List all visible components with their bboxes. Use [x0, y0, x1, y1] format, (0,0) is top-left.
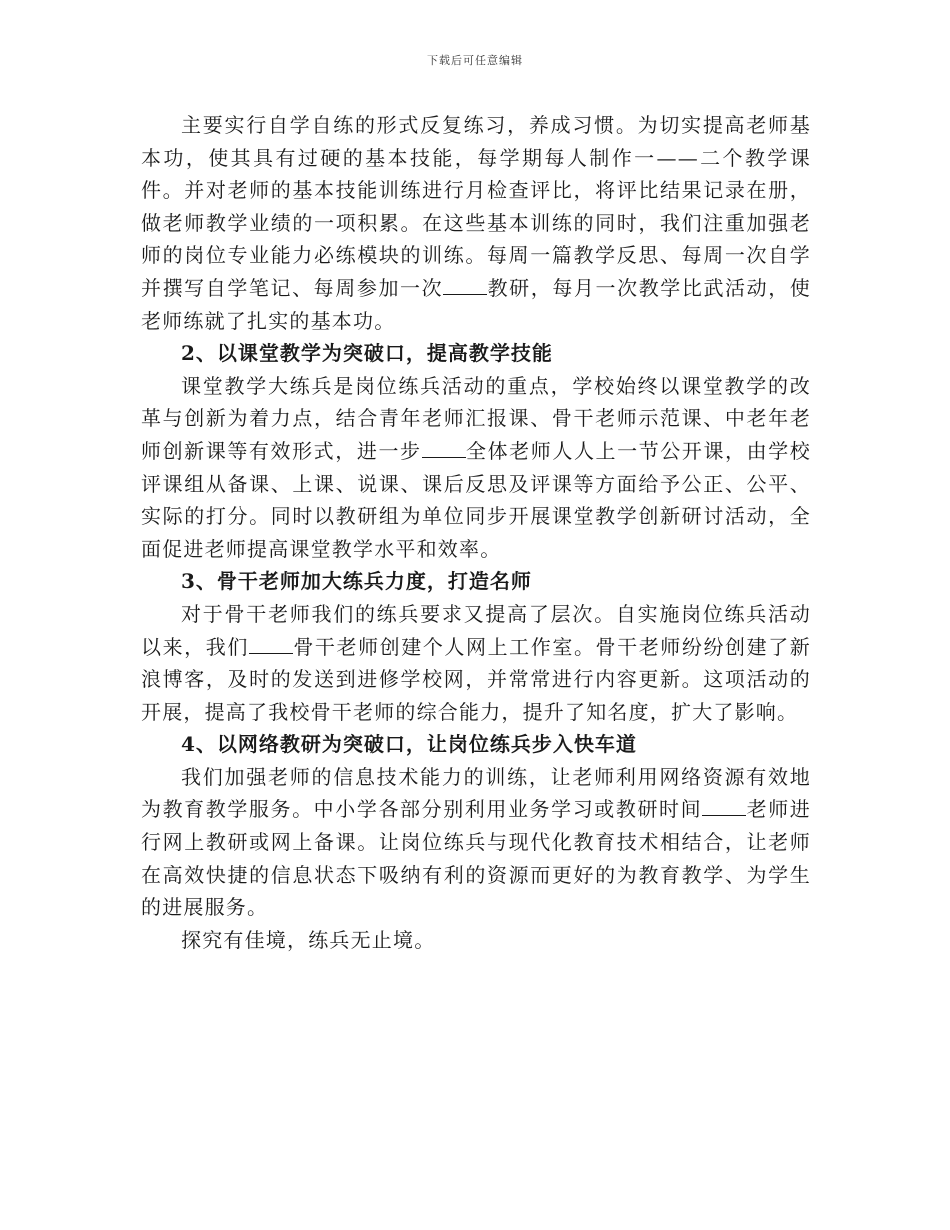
blank-underline: [422, 439, 466, 458]
paragraph-text: 我们加强老师的信息技术能力的训练，让老师利用网络资源有效地为教育教学服务。中小学各部分别利用业务学习或教研时间: [141, 764, 811, 822]
section-heading-4: 4、以网络教研为突破口，让岗位练兵步入快车道: [181, 732, 637, 757]
paragraph-text: 对于骨干老师我们的练兵要求又提高了层次。自实施岗位练兵活动以来，我们: [141, 601, 811, 659]
paragraph-basic-skills: [141, 109, 811, 337]
section-heading-2: 2、以课堂教学为突破口，提高教学技能: [181, 341, 553, 366]
paragraph-text: 骨干老师创建个人网上工作室。骨干老师纷纷创建了新浪博客，及时的发送到进修学校网，并常常进行内容更新。这项活动的开展，提高了我校骨干老师的综合能力，提升了知名度，扩大了影响。: [141, 634, 811, 724]
paragraph-text: 全体老师人人上一节公开课，由学校评课组从备课、上课、说课、课后反思及评课等方面给予公正、公平、实际的打分。同时以教研组为单位同步开展课堂教学创新研讨活动，全面促进老师提高课堂教学水平和效率。: [141, 438, 811, 561]
blank-underline: [443, 276, 487, 295]
paragraph-classroom-teaching: [141, 370, 811, 566]
blank-underline: [249, 635, 293, 654]
page-header: 下载后可任意编辑: [427, 54, 523, 67]
paragraph-text: 老师进行网上教研或网上备课。让岗位练兵与现代化教育技术相结合，让老师在高效快捷的信息状态下吸纳有利的资源而更好的为教育教学、为学生的进展服务。: [141, 797, 811, 920]
paragraph-key-teachers: [141, 598, 811, 728]
section-heading-3: 3、骨干老师加大练兵力度，打造名师: [181, 569, 532, 594]
document-body: [141, 109, 811, 956]
blank-underline: [702, 797, 746, 816]
paragraph-text: 教研，每月一次教学比武活动，使老师练就了扎实的基本功。: [141, 275, 811, 333]
paragraph-closing: 探究有佳境，练兵无止境。: [181, 927, 436, 952]
paragraph-text: 主要实行自学自练的形式反复练习，养成习惯。为切实提高老师基本功，使其具有过硬的基本技能，每学期每人制作一——二个教学课件。并对老师的基本技能训练进行月检查评比，将评比结果记录在册，做老师教学业绩的一项积累。在这些基本训练的同时，我们注重加强老师的岗位专业能力必练模块的训练。每周一篇教学反思、每周一次自学并撰写自学笔记、每周参加一次: [141, 113, 811, 300]
paragraph-network-research: [141, 761, 811, 924]
paragraph-text: 课堂教学大练兵是岗位练兵活动的重点，学校始终以课堂教学的改革与创新为着力点，结合青年老师汇报课、骨干老师示范课、中老年老师创新课等有效形式，进一步: [141, 373, 811, 463]
